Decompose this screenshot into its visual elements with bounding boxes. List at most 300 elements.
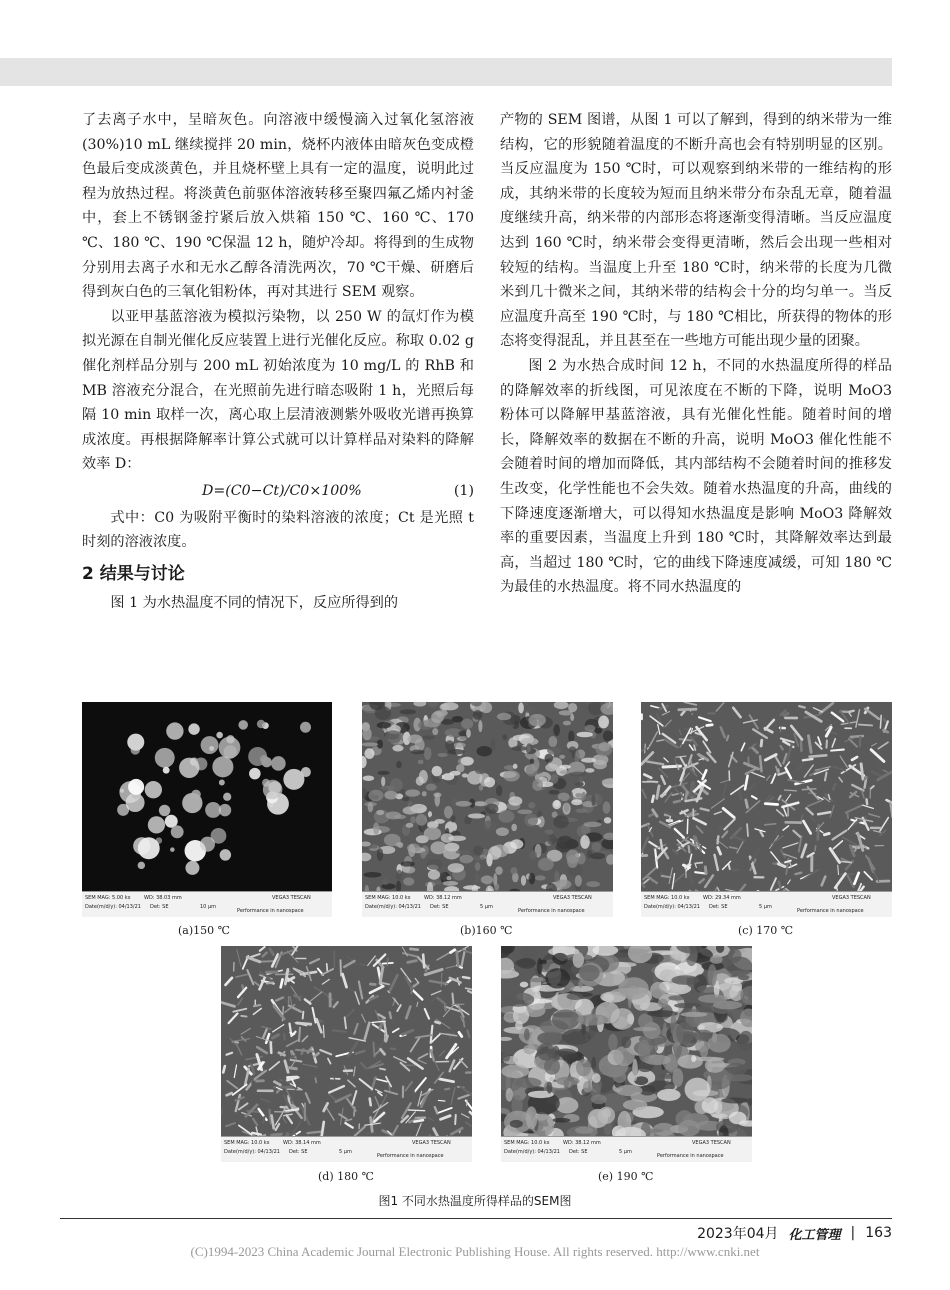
sem-particle bbox=[519, 946, 538, 958]
sem-particle bbox=[693, 1030, 712, 1041]
sem-particle bbox=[510, 867, 517, 874]
sem-particle bbox=[603, 730, 613, 741]
sem-particle bbox=[537, 1043, 555, 1060]
sem-particle bbox=[148, 816, 165, 833]
sem-wd: WD: 38.03 mm bbox=[144, 895, 182, 901]
figure-caption-e: (e) 190 ℃ bbox=[598, 1170, 654, 1183]
sem-detector: Det: SE bbox=[289, 1149, 308, 1155]
sem-particle bbox=[621, 1036, 631, 1048]
sem-particle bbox=[708, 964, 717, 987]
header-band bbox=[0, 58, 892, 86]
sem-particle bbox=[575, 875, 582, 887]
sem-particle bbox=[252, 1133, 261, 1135]
sem-info-bar bbox=[501, 1136, 752, 1162]
sem-particle bbox=[641, 855, 647, 856]
sem-particle bbox=[446, 876, 451, 880]
sem-particle bbox=[567, 993, 584, 1000]
sem-particle bbox=[303, 1012, 304, 1019]
sem-particle bbox=[729, 1111, 746, 1124]
sem-particle bbox=[678, 1120, 700, 1136]
sem-particle bbox=[445, 1006, 446, 1010]
sem-particle bbox=[590, 853, 605, 860]
sem-particle bbox=[216, 732, 223, 739]
sem-particle bbox=[205, 802, 221, 818]
sem-particle bbox=[618, 977, 648, 999]
sem-detector: Det: SE bbox=[430, 904, 449, 910]
figure-caption-a: (a)150 ℃ bbox=[178, 924, 230, 937]
sem-particle bbox=[668, 995, 684, 1000]
sem-image-d bbox=[221, 946, 472, 1162]
sem-particle bbox=[170, 847, 175, 852]
sem-particle bbox=[796, 873, 802, 874]
sem-scale: 5 μm bbox=[480, 904, 493, 910]
sem-particle bbox=[623, 1099, 647, 1110]
sem-particle bbox=[574, 751, 580, 764]
sem-particle bbox=[633, 1027, 657, 1031]
sem-particle bbox=[552, 1009, 579, 1029]
sem-particle bbox=[560, 837, 565, 847]
sem-particle bbox=[461, 719, 473, 729]
sem-info-bar bbox=[362, 891, 613, 917]
sem-particle bbox=[271, 1043, 272, 1053]
sem-particle bbox=[475, 873, 480, 883]
sem-particle bbox=[551, 774, 559, 784]
sem-particle bbox=[555, 880, 571, 890]
sem-particle bbox=[452, 993, 453, 1005]
sem-particle bbox=[596, 742, 613, 756]
sem-particle bbox=[513, 764, 518, 769]
sem-particle bbox=[390, 1012, 391, 1018]
sem-particle bbox=[523, 1045, 535, 1055]
sem-particle bbox=[443, 848, 460, 859]
sem-particle bbox=[370, 844, 378, 848]
sem-particle bbox=[478, 720, 482, 732]
sem-particle bbox=[219, 780, 225, 786]
sem-particle bbox=[380, 1069, 385, 1070]
sem-particle bbox=[803, 759, 813, 760]
sem-particle bbox=[673, 1068, 684, 1087]
sem-particle bbox=[671, 975, 699, 985]
sem-particle bbox=[847, 813, 848, 818]
sem-particle bbox=[263, 780, 283, 800]
sem-particle bbox=[485, 803, 498, 814]
sem-brand: VEGA3 TESCAN bbox=[272, 895, 311, 901]
sem-particle bbox=[438, 1100, 444, 1101]
sem-particle bbox=[535, 832, 549, 843]
sem-particle bbox=[475, 769, 485, 774]
sem-particle bbox=[502, 992, 534, 1006]
sem-particle bbox=[570, 772, 585, 777]
sem-particle bbox=[120, 789, 124, 793]
sem-particle bbox=[460, 736, 466, 740]
sem-particle bbox=[748, 1098, 752, 1106]
sem-particle bbox=[448, 863, 464, 872]
sem-particle bbox=[729, 865, 730, 869]
left-column bbox=[82, 108, 474, 615]
sem-particle bbox=[583, 822, 601, 827]
right-column bbox=[500, 108, 892, 600]
sem-particle bbox=[333, 1030, 346, 1031]
sem-detector: Det: SE bbox=[569, 1149, 588, 1155]
sem-particle bbox=[691, 1055, 696, 1062]
sem-particle bbox=[761, 740, 762, 746]
sem-particle bbox=[381, 787, 388, 792]
sem-particle bbox=[223, 793, 231, 801]
sem-particle bbox=[392, 745, 403, 752]
sem-particle bbox=[468, 813, 485, 818]
sem-particle bbox=[678, 1055, 703, 1069]
sem-particle bbox=[300, 722, 311, 733]
sem-particle bbox=[432, 728, 438, 735]
sem-particle bbox=[840, 874, 853, 875]
sem-particle bbox=[510, 839, 523, 849]
sem-particle bbox=[727, 736, 728, 740]
sem-particle bbox=[407, 1110, 425, 1111]
sem-particle bbox=[408, 844, 415, 857]
figure-caption-d: (d) 180 ℃ bbox=[318, 1170, 374, 1183]
sem-particle bbox=[552, 953, 568, 965]
sem-particle bbox=[456, 850, 471, 855]
sem-particle bbox=[685, 792, 687, 800]
sem-particle bbox=[765, 824, 776, 825]
sem-particle bbox=[441, 872, 447, 880]
sem-particle bbox=[575, 782, 584, 786]
sem-particle bbox=[463, 977, 469, 978]
sem-particle bbox=[824, 833, 829, 834]
footer-rule bbox=[60, 1218, 892, 1219]
sem-particle bbox=[838, 865, 839, 874]
sem-particle bbox=[540, 960, 547, 965]
sem-particle bbox=[406, 823, 414, 828]
sem-particle bbox=[591, 1094, 607, 1104]
sem-particle bbox=[479, 785, 483, 791]
sem-particle bbox=[307, 1075, 320, 1076]
equation-body: D=(C0−Ct)/C0×100% bbox=[202, 482, 362, 499]
sem-date: Date(m/d/y): 04/13/21 bbox=[644, 904, 700, 910]
sem-particle bbox=[511, 746, 527, 751]
sem-particle bbox=[212, 756, 233, 777]
sem-particle bbox=[223, 1066, 225, 1072]
sem-particle bbox=[271, 756, 286, 771]
sem-particle bbox=[381, 777, 385, 787]
sem-particle bbox=[511, 824, 517, 831]
sem-particle bbox=[674, 801, 680, 802]
sem-particle bbox=[515, 959, 535, 967]
paragraph: 产物的 SEM 图谱，从图 1 可以了解到，得到的纳米带为一维结构，它的形貌随着温度的不断升高也会有特别明显的区别。当反应温度为 150 ℃时，可以观察到纳米带的一维结构的形成，其纳米带的长度较为短而且纳米带分布杂乱无章，随着温度继续升高，纳米带的内部形态将逐渐变得清晰。当反应温度达到 160 ℃时，纳米带会变得更清晰，然后会出现一些相对较短的结构。当温度上升至 180 ℃时，纳米带的长度为几微米到几十微米之间，其纳米带的结构会十分的均匀单一。当反应温度升高至 190 ℃时，与 180 ℃相比，所获得的物体的形态将变得混乱，并且甚至在一些地方可能出现少量的团聚。 bbox=[500, 112, 892, 350]
sem-particle bbox=[517, 810, 532, 815]
sem-particle bbox=[220, 849, 231, 860]
sem-date: Date(m/d/y): 04/13/21 bbox=[224, 1149, 280, 1155]
sem-particle bbox=[426, 763, 432, 769]
sem-particle bbox=[422, 736, 434, 740]
paragraph: 式中：C0 为吸附平衡时的染料溶液的浓度；Ct 是光照 t 时刻的溶液浓度。 bbox=[82, 509, 474, 551]
sem-perf: Performance in nanospace bbox=[657, 1153, 724, 1159]
sem-brand: VEGA3 TESCAN bbox=[412, 1140, 451, 1146]
sem-perf: Performance in nanospace bbox=[237, 908, 304, 914]
sem-detector: Det: SE bbox=[150, 904, 169, 910]
sem-particle bbox=[556, 1077, 579, 1086]
sem-particle bbox=[566, 850, 579, 864]
sem-particle bbox=[438, 753, 448, 757]
sem-particle bbox=[520, 982, 528, 988]
sem-particle bbox=[879, 758, 880, 769]
sem-particle bbox=[463, 885, 480, 889]
sem-particle bbox=[408, 734, 423, 743]
sem-particle bbox=[573, 952, 584, 968]
sem-particle bbox=[575, 793, 582, 797]
sem-particle bbox=[581, 758, 596, 763]
sem-particle bbox=[867, 799, 868, 804]
sem-particle bbox=[818, 825, 819, 839]
sem-particle bbox=[585, 725, 596, 732]
sem-particle bbox=[503, 770, 520, 781]
sem-mag: SEM MAG: 10.0 kx bbox=[504, 1140, 550, 1146]
sem-particle bbox=[138, 862, 145, 869]
sem-particle bbox=[553, 815, 569, 828]
sem-particle bbox=[368, 802, 374, 812]
sem-particle bbox=[481, 875, 493, 884]
sem-particle bbox=[288, 1089, 302, 1090]
sem-particle bbox=[598, 715, 609, 728]
sem-particle bbox=[547, 747, 561, 755]
sem-particle bbox=[403, 866, 415, 873]
sem-date: Date(m/d/y): 04/13/21 bbox=[504, 1149, 560, 1155]
sem-particle bbox=[698, 994, 728, 1003]
sem-particle bbox=[591, 794, 595, 806]
sem-particle bbox=[696, 863, 702, 864]
sem-particle bbox=[661, 794, 665, 796]
sem-particle bbox=[466, 729, 471, 738]
sem-particle bbox=[585, 768, 594, 773]
sem-particle bbox=[403, 877, 414, 885]
sem-perf: Performance in nanospace bbox=[797, 908, 864, 914]
sem-scale: 5 μm bbox=[339, 1149, 352, 1155]
sem-particle bbox=[289, 1068, 296, 1069]
sem-particle bbox=[377, 722, 392, 729]
sem-particle bbox=[815, 846, 816, 850]
sem-particle bbox=[363, 775, 375, 780]
sem-particle bbox=[376, 810, 384, 815]
sem-particle bbox=[422, 791, 427, 796]
page-number: 163 bbox=[865, 1225, 892, 1241]
sem-particle bbox=[537, 811, 542, 818]
sem-particle bbox=[779, 882, 781, 888]
sem-particle bbox=[424, 827, 441, 840]
sem-date: Date(m/d/y): 04/13/21 bbox=[85, 904, 141, 910]
sem-particle bbox=[559, 770, 570, 774]
sem-image-a bbox=[82, 702, 332, 917]
sem-particle bbox=[831, 750, 844, 751]
sem-particle bbox=[159, 805, 170, 816]
sem-particle bbox=[552, 800, 561, 809]
sem-particle bbox=[502, 734, 507, 740]
sem-particle bbox=[571, 799, 582, 805]
sem-particle bbox=[530, 759, 534, 765]
sem-particle bbox=[740, 791, 742, 799]
sem-wd: WD: 38.12 mm bbox=[424, 895, 462, 901]
sem-particle bbox=[586, 881, 600, 887]
sem-particle bbox=[608, 1034, 617, 1052]
sem-particle bbox=[726, 957, 752, 977]
sem-particle bbox=[403, 806, 418, 814]
sem-date: Date(m/d/y): 04/13/21 bbox=[365, 904, 421, 910]
sem-particle bbox=[401, 861, 415, 867]
sem-particle bbox=[726, 1063, 747, 1075]
section-heading: 2 结果与讨论 bbox=[82, 563, 185, 584]
sem-particle bbox=[613, 1071, 626, 1083]
sem-particle bbox=[548, 790, 559, 795]
sem-particle bbox=[414, 1120, 423, 1121]
sem-brand: VEGA3 TESCAN bbox=[553, 895, 592, 901]
sem-particle bbox=[510, 1120, 523, 1128]
sem-particle bbox=[163, 767, 170, 774]
paragraph: 了去离子水中，呈暗灰色。向溶液中缓慢滴入过氧化氢溶液 (30%)10 mL 继续搅拌 20 min，烧杯内液体由暗灰色变成橙色最后变成淡黄色，并且烧杯壁上具有一定的温度，说明此过程为放热过程。将淡黄色前驱体溶液转移至聚四氟乙烯内衬釜中，套上不锈钢釜拧紧后放入烘箱 150 ℃、160 ℃、170 ℃、180 ℃、190 ℃保温 12 h，随炉冷却。将得到的生成物分别用去离子水和无水乙醇各清洗两次，70 ℃干燥、研磨后得到灰白色的三氧化钼粉体，再对其进行 SEM 观察。 bbox=[82, 112, 474, 301]
sem-particle bbox=[191, 790, 201, 800]
sem-particle bbox=[373, 795, 379, 800]
sem-particle bbox=[553, 724, 560, 736]
sem-particle bbox=[498, 810, 514, 823]
sem-particle bbox=[497, 713, 511, 721]
sem-particle bbox=[428, 870, 440, 880]
sem-detector: Det: SE bbox=[709, 904, 728, 910]
sem-particle bbox=[547, 1082, 553, 1094]
sem-wd: WD: 29.34 mm bbox=[703, 895, 741, 901]
sem-particle bbox=[859, 725, 872, 726]
sem-particle bbox=[449, 771, 460, 776]
sem-particle bbox=[577, 732, 593, 738]
sem-particle bbox=[445, 740, 454, 750]
sem-particle bbox=[263, 1117, 264, 1122]
sem-particle bbox=[386, 811, 401, 819]
sem-particle bbox=[362, 742, 378, 746]
sem-particle bbox=[287, 1077, 296, 1078]
sem-particle bbox=[426, 784, 437, 791]
paragraph: 图 1 为水热温度不同的情况下，反应所得到的 bbox=[110, 594, 399, 611]
sem-particle bbox=[473, 710, 482, 720]
sem-particle bbox=[166, 722, 183, 739]
sem-particle bbox=[424, 747, 432, 760]
sem-particle bbox=[707, 725, 713, 726]
sem-particle bbox=[299, 1028, 300, 1042]
sem-particle bbox=[249, 1010, 250, 1022]
sem-particle bbox=[272, 1134, 282, 1135]
sem-particle bbox=[746, 800, 748, 807]
sem-brand: VEGA3 TESCAN bbox=[832, 895, 871, 901]
sem-particle bbox=[477, 746, 493, 756]
sem-particle bbox=[652, 796, 653, 802]
sem-particle bbox=[416, 776, 424, 785]
sem-particle bbox=[395, 842, 402, 847]
sem-particle bbox=[420, 851, 426, 859]
sem-particle bbox=[765, 804, 777, 805]
sem-particle bbox=[880, 715, 881, 728]
sem-particle bbox=[538, 977, 543, 981]
sem-info-bar bbox=[221, 1136, 472, 1162]
sem-particle bbox=[408, 961, 416, 963]
sem-particle bbox=[849, 711, 853, 712]
sem-particle bbox=[128, 779, 144, 795]
sem-particle bbox=[418, 760, 424, 765]
sem-particle bbox=[362, 727, 371, 740]
sem-particle bbox=[718, 836, 719, 843]
sem-particle bbox=[515, 1078, 542, 1089]
sem-particle bbox=[307, 1131, 322, 1133]
sem-particle bbox=[702, 1097, 719, 1113]
sem-particle bbox=[570, 714, 574, 721]
sem-particle bbox=[557, 836, 574, 850]
sem-particle bbox=[689, 846, 690, 852]
sem-particle bbox=[679, 709, 696, 710]
sem-particle bbox=[726, 1074, 752, 1081]
sem-texture bbox=[82, 702, 332, 892]
sem-particle bbox=[502, 1052, 510, 1062]
sem-particle bbox=[518, 702, 524, 713]
sem-particle bbox=[592, 842, 602, 851]
sem-particle bbox=[411, 750, 425, 755]
copyright-watermark: (C)1994-2023 China Academic Journal Electronic Publishing House. All rights reserved. http://www.cnki.net bbox=[190, 1244, 760, 1259]
sem-particle bbox=[473, 846, 483, 856]
sem-particle bbox=[260, 755, 268, 763]
sem-particle bbox=[200, 837, 215, 852]
sem-particle bbox=[434, 819, 445, 824]
sem-particle bbox=[562, 1029, 591, 1045]
sem-particle bbox=[579, 965, 600, 981]
sem-particle bbox=[482, 821, 496, 832]
sem-particle bbox=[705, 867, 706, 873]
sem-particle bbox=[185, 861, 199, 875]
sem-wd: WD: 38.14 mm bbox=[283, 1140, 321, 1146]
sem-particle bbox=[674, 1003, 701, 1008]
sem-particle bbox=[662, 876, 671, 877]
sem-particle bbox=[462, 773, 468, 777]
sem-particle bbox=[711, 1072, 732, 1089]
sem-brand: VEGA3 TESCAN bbox=[692, 1140, 731, 1146]
sem-particle bbox=[638, 1039, 650, 1062]
sem-particle bbox=[661, 840, 663, 850]
sem-particle bbox=[179, 758, 199, 778]
sem-particle bbox=[552, 1118, 570, 1123]
sem-particle bbox=[410, 949, 417, 950]
sem-particle bbox=[528, 714, 545, 727]
sem-particle bbox=[780, 727, 781, 732]
sem-particle bbox=[784, 713, 788, 715]
sem-particle bbox=[575, 809, 587, 813]
sem-particle bbox=[687, 819, 688, 833]
sem-particle bbox=[559, 755, 565, 759]
sem-particle bbox=[576, 1014, 608, 1025]
equation bbox=[82, 479, 474, 504]
sem-particle bbox=[364, 748, 374, 759]
sem-particle bbox=[382, 879, 389, 885]
sem-particle bbox=[475, 862, 480, 871]
sem-particle bbox=[496, 827, 509, 836]
sem-particle bbox=[254, 1005, 260, 1006]
sem-particle bbox=[410, 816, 416, 823]
sem-particle bbox=[145, 781, 162, 798]
sem-particle bbox=[522, 705, 536, 713]
sem-particle bbox=[370, 1099, 371, 1106]
sem-particle bbox=[249, 768, 261, 780]
sem-particle bbox=[201, 736, 219, 754]
sem-scale: 10 μm bbox=[200, 904, 217, 910]
sem-particle bbox=[861, 764, 863, 779]
sem-particle bbox=[538, 858, 554, 871]
sem-particle bbox=[364, 872, 382, 878]
sem-particle bbox=[581, 792, 586, 801]
sem-particle bbox=[450, 815, 455, 822]
sem-image-e bbox=[501, 946, 752, 1162]
sem-particle bbox=[700, 1045, 708, 1058]
